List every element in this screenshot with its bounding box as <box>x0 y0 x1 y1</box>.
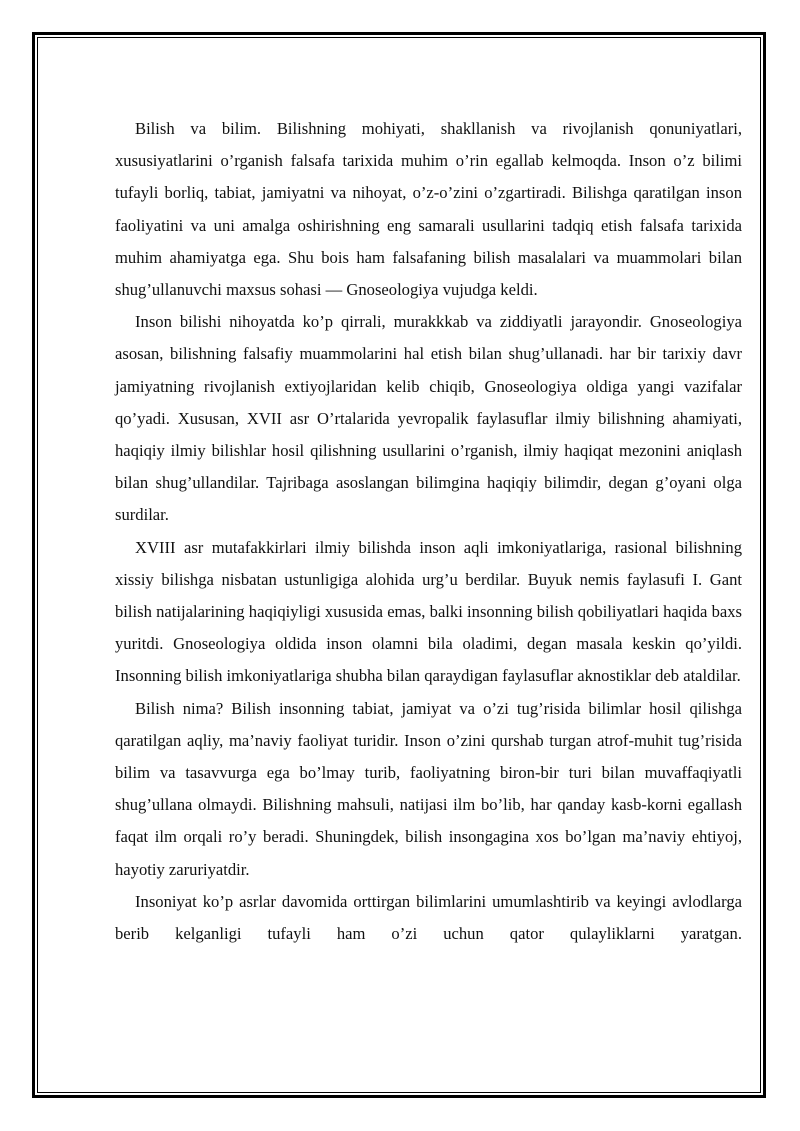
paragraph: Bilish nima? Bilish insonning tabiat, jamiyat va o’zi tug’risida bilimlar hosil qilishga qaratilgan aqliy, ma’naviy faoliyat turidir. Inson o’zini qurshab turgan atrof-muhit tug’risida bilim va tasavvurga ega bo’lmay turib, faoliyatning biron-bir turi bilan muvaffaqiyatli shug’ullana olmaydi. Bilishning mahsuli, natijasi ilm bo’lib, har qanday kasb-korni egallash faqat ilm orqali ro’y beradi. Shuningdek, bilish insongagina xos bo’lgan ma’naviy ehtiyoj, hayotiy zaruriyatdir. <box>115 698 742 879</box>
paragraph: Insoniyat ko’p asrlar davomida orttirgan bilimlarini umumlashtirib va keyingi avlodlarga berib kelganligi tufayli ham o’zi uchun qator qulayliklarni yaratgan. <box>115 891 742 944</box>
paragraph: Bilish va bilim. Bilishning mohiyati, shakllanish va rivojlanish qonuniyatlari, xususiyatlarini o’rganish falsafa tarixida muhim o’rin egallab kelmoqda. Inson o’z bilimi tufayli borliq, tabiat, jamiyatni va nihoyat, o’z-o’zini o’zgartiradi. Bilishga qaratilgan inson faoliyatini va uni amalga oshirishning eng samarali usullarini tadqiq etish falsafa tarixida muhim ahamiyatga ega. Shu bois ham falsafaning bilish masalalari va muammolari bilan shug’ullanuvchi maxsus sohasi — Gnoseologiya vujudga keldi. <box>115 119 742 300</box>
paragraph: Inson bilishi nihoyatda ko’p qirrali, murakkkab va ziddiyatli jarayondir. Gnoseologiya asosan, bilishning falsafiy muammolarini hal etish bilan shug’ullanadi. har bir tarixiy davr jamiyatning rivojlanish extiyojlaridan kelib chiqib, Gnoseologiya oldiga yangi vazifalar qo’yadi. Xususan, XVII asr O’rtalarida yevropalik faylasuflar ilmiy bilishning ahamiyati, haqiqiy ilmiy bilishlar hosil qilishning usullarini o’rganish, ilmiy haqiqat mezonini aniqlash bilan shug’ullandilar. Tajribaga asoslangan bilimgina haqiqiy bilimdir, degan g’oyani olga surdilar. <box>115 312 742 525</box>
document-body <box>115 113 742 950</box>
paragraph: XVIII asr mutafakkirlari ilmiy bilishda inson aqli imkoniyatlariga, rasional bilishning xissiy bilishga nisbatan ustunligiga alohida urg’u berdilar. Buyuk nemis faylasufi I. Gant bilish natijalarining haqiqiyligi xususida emas, balki insonning bilish qobiliyatlari haqida baxs yuritdi. Gnoseologiya oldida inson olamni bila oladimi, degan masala keskin qo’yildi. Insonning bilish imkoniyatlariga shubha bilan qaraydigan faylasuflar aknostiklar deb ataldilar. <box>115 537 742 686</box>
